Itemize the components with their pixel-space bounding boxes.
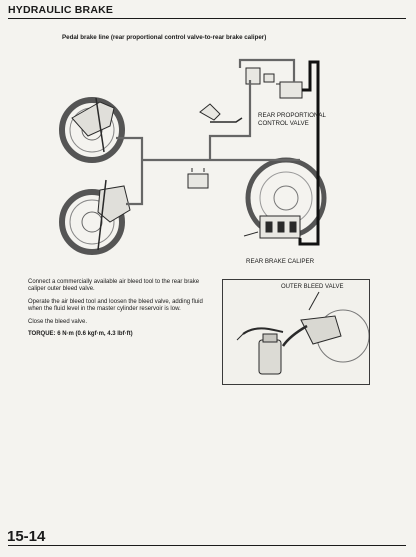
rear-brake-caliper-label: REAR BRAKE CALIPER (246, 258, 315, 265)
outer-bleed-valve-label: OUTER BLEED VALVE (281, 284, 344, 290)
page-number: 15-14 (7, 528, 46, 545)
brake-pedal-icon (200, 104, 242, 122)
rear-proportional-control-valve-label: REAR PROPORTIONAL CONTROL VALVE (258, 112, 326, 127)
footer-rule (8, 545, 406, 546)
front-wheel-lower-icon (62, 180, 130, 252)
instruction-step-2: Operate the air bleed tool and loosen the bleed valve, adding fluid when the fluid level in the master cylinder reservoir is low. (28, 298, 203, 313)
delay-valve-icon (188, 168, 208, 188)
header-rule (8, 18, 406, 19)
torque-spec: TORQUE: 6 N·m (0.6 kgf·m, 4.3 lbf·ft) (28, 331, 133, 338)
instructions (28, 279, 218, 343)
air-bleed-tool-icon (223, 280, 369, 384)
instruction-step-3: Close the bleed valve. (28, 318, 88, 325)
instruction-step-1: Connect a commercially available air bleed tool to the rear brake caliper outer bleed valve. (28, 279, 200, 293)
section-title: HYDRAULIC BRAKE (8, 4, 114, 16)
pedal-brake-line-highlight (300, 62, 318, 244)
front-wheel-upper-icon (62, 98, 122, 160)
bleed-valve-photo (222, 279, 370, 385)
figure-title: Pedal brake line (rear proportional control valve-to-rear brake caliper) (62, 34, 267, 41)
brake-line-diagram (0, 40, 416, 270)
